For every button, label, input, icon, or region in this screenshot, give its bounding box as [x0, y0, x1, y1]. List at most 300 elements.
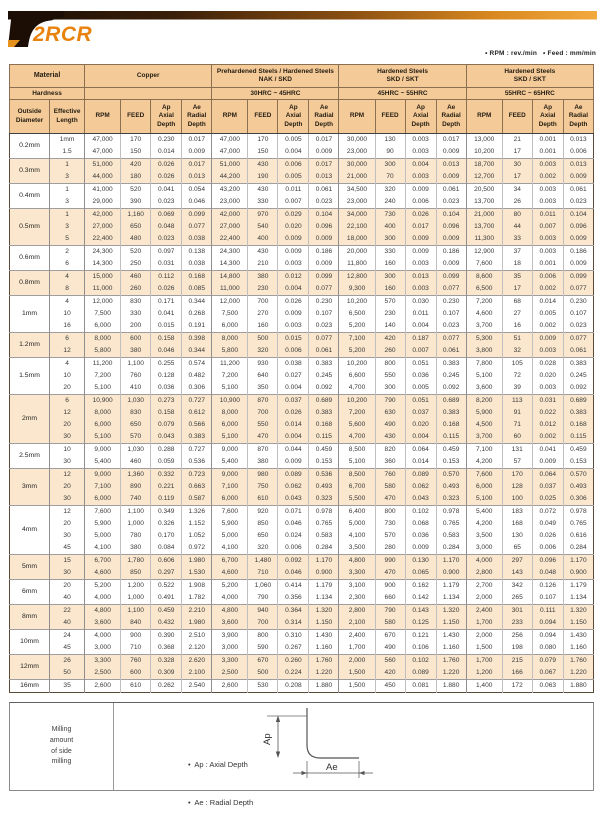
value-cell: 37	[502, 246, 532, 259]
value-cell: 0.583	[436, 530, 466, 542]
value-cell: 0.900	[563, 567, 593, 580]
value-cell: 570	[375, 530, 405, 542]
value-cell: 0.023	[309, 320, 339, 333]
value-cell: 6,600	[339, 370, 375, 382]
value-cell: 990	[375, 555, 405, 568]
outside-diameter-value: 0.3mm	[10, 159, 50, 184]
value-cell: 0.003	[532, 246, 563, 259]
value-cell: 420	[121, 159, 151, 172]
value-cell: 0.326	[151, 518, 182, 530]
value-cell: 6,400	[339, 506, 375, 519]
value-cell: 0.432	[151, 617, 182, 630]
value-cell: 0.023	[309, 196, 339, 209]
value-cell: 300	[375, 159, 405, 172]
value-cell: 0.026	[532, 530, 563, 542]
value-cell: 183	[502, 506, 532, 519]
spec-row	[10, 617, 594, 630]
value-cell: 0.051	[405, 395, 436, 408]
value-cell: 0.383	[436, 358, 466, 371]
value-cell: 2.540	[182, 680, 212, 693]
effective-length-value: 8	[50, 283, 85, 296]
effective-length-value: 40	[50, 592, 85, 605]
value-cell: 5,200	[339, 320, 375, 333]
effective-length-value: 4	[50, 296, 85, 309]
value-cell: 2.620	[182, 655, 212, 668]
value-cell: 0.015	[278, 333, 309, 346]
value-cell: 1.150	[436, 617, 466, 630]
value-cell: 130	[375, 134, 405, 147]
value-cell: 0.273	[151, 395, 182, 408]
effective-length-value: 4	[50, 271, 85, 284]
value-cell: 580	[375, 617, 405, 630]
value-cell: 8,000	[212, 407, 248, 419]
value-cell: 0.170	[151, 530, 182, 542]
value-cell: 0.007	[278, 196, 309, 209]
effective-length-value: 20	[50, 382, 85, 395]
value-cell: 11,200	[85, 358, 121, 371]
effective-length-value: 22	[50, 605, 85, 618]
spec-row	[10, 171, 594, 184]
value-cell: 23,000	[339, 146, 375, 159]
value-cell: 1.530	[182, 567, 212, 580]
value-cell: 870	[248, 444, 278, 457]
value-cell: 0.022	[532, 407, 563, 419]
value-cell: 5,900	[85, 518, 121, 530]
value-cell: 0.616	[563, 530, 593, 542]
workpiece-profile	[307, 708, 359, 758]
value-cell: 20,000	[339, 246, 375, 259]
value-cell: 0.128	[151, 370, 182, 382]
value-cell: 0.017	[182, 159, 212, 172]
outside-diameter-value: 12mm	[10, 655, 50, 680]
hardness-label: Hardness	[10, 88, 85, 100]
value-cell: 17	[502, 283, 532, 296]
value-cell: 57	[502, 456, 532, 469]
value-cell: 6,000	[212, 419, 248, 431]
value-cell: 710	[121, 642, 151, 655]
value-cell: 12,000	[212, 296, 248, 309]
value-cell: 0.107	[436, 308, 466, 320]
value-cell: 143	[502, 567, 532, 580]
effective-length-value: 50	[50, 667, 85, 680]
value-cell: 0.026	[278, 296, 309, 309]
value-cell: 33	[502, 233, 532, 246]
value-cell: 0.168	[563, 419, 593, 431]
value-cell: 0.689	[563, 395, 593, 408]
outside-diameter-value: 16mm	[10, 680, 50, 693]
outside-diameter-value: 4mm	[10, 506, 50, 555]
value-cell: 0.284	[563, 542, 593, 555]
brand-logo	[0, 0, 607, 55]
value-cell: 0.356	[278, 592, 309, 605]
value-cell: 90	[375, 146, 405, 159]
value-cell: 1,100	[121, 506, 151, 519]
value-cell: 16	[502, 320, 532, 333]
column-header-ap: Ap Axial Depth	[405, 100, 436, 134]
value-cell: 4,600	[466, 308, 502, 320]
column-header-rpm: RPM	[466, 100, 502, 134]
value-cell: 330	[248, 196, 278, 209]
value-cell: 0.072	[532, 506, 563, 519]
value-cell: 0.191	[182, 320, 212, 333]
value-cell: 21	[502, 134, 532, 147]
value-cell: 1,100	[121, 605, 151, 618]
value-cell: 5,800	[85, 345, 121, 358]
value-cell: 0.043	[405, 493, 436, 506]
value-cell: 0.011	[405, 308, 436, 320]
value-cell: 11,300	[466, 233, 502, 246]
value-cell: 1.320	[563, 605, 593, 618]
value-cell: 250	[121, 258, 151, 271]
spec-row	[10, 605, 594, 618]
value-cell: 1.179	[563, 580, 593, 593]
value-cell: 11,800	[339, 258, 375, 271]
hardness-copper	[85, 88, 212, 100]
value-cell: 0.009	[309, 233, 339, 246]
value-cell: 24,300	[212, 246, 248, 259]
value-cell: 5,000	[339, 518, 375, 530]
material-copper: Copper	[85, 65, 212, 88]
value-cell: 14,800	[212, 271, 248, 284]
value-cell: 22,400	[85, 233, 121, 246]
spec-row	[10, 580, 594, 593]
column-header-ap: Ap Axial Depth	[278, 100, 309, 134]
effective-length-value: 30	[50, 431, 85, 444]
value-cell: 0.612	[182, 407, 212, 419]
spec-row	[10, 555, 594, 568]
value-cell: 2,700	[466, 580, 502, 593]
value-cell: 30	[502, 159, 532, 172]
value-cell: 420	[375, 333, 405, 346]
value-cell: 4,700	[339, 382, 375, 395]
value-cell: 0.364	[278, 605, 309, 618]
value-cell: 0.723	[182, 469, 212, 482]
value-cell: 7,100	[85, 481, 121, 493]
value-cell: 0.046	[182, 196, 212, 209]
value-cell: 26	[502, 196, 532, 209]
value-cell: 6,700	[339, 481, 375, 493]
spec-row	[10, 655, 594, 668]
value-cell: 3,100	[339, 580, 375, 593]
value-cell: 5,400	[85, 456, 121, 469]
value-cell: 0.003	[532, 196, 563, 209]
value-cell: 5,100	[85, 431, 121, 444]
value-cell: 12,000	[85, 296, 121, 309]
value-cell: 710	[248, 567, 278, 580]
value-cell: 0.024	[278, 530, 309, 542]
value-cell: 0.026	[151, 159, 182, 172]
value-cell: 0.009	[563, 233, 593, 246]
value-cell: 0.099	[309, 271, 339, 284]
value-cell: 15,000	[85, 271, 121, 284]
value-cell: 22,100	[339, 221, 375, 233]
value-cell: 0.003	[405, 283, 436, 296]
value-cell: 0.112	[151, 271, 182, 284]
value-cell: 0.153	[436, 456, 466, 469]
value-cell: 0.115	[563, 431, 593, 444]
value-cell: 0.017	[309, 159, 339, 172]
value-cell: 170	[248, 134, 278, 147]
value-cell: 113	[502, 395, 532, 408]
value-cell: 0.094	[532, 617, 563, 630]
value-cell: 4,800	[339, 555, 375, 568]
value-cell: 0.003	[532, 159, 563, 172]
value-cell: 9,000	[85, 469, 121, 482]
value-cell: 0.067	[532, 667, 563, 680]
spec-table-body	[10, 134, 594, 693]
outside-diameter-value: 0.6mm	[10, 246, 50, 271]
value-cell: 18,000	[339, 233, 375, 246]
value-cell: 0.006	[278, 542, 309, 555]
value-cell: 10,900	[85, 395, 121, 408]
value-cell: 4,800	[212, 605, 248, 618]
value-cell: 0.493	[563, 481, 593, 493]
effective-length-value: 20	[50, 580, 85, 593]
spec-row	[10, 233, 594, 246]
value-cell: 0.162	[405, 580, 436, 593]
value-cell: 0.077	[309, 283, 339, 296]
value-cell: 0.306	[563, 493, 593, 506]
value-cell: 0.096	[532, 555, 563, 568]
column-header-ap: Ap Axial Depth	[532, 100, 563, 134]
spec-row	[10, 258, 594, 271]
value-cell: 0.006	[532, 542, 563, 555]
spec-row	[10, 146, 594, 159]
value-cell: 0.111	[532, 605, 563, 618]
value-cell: 44,200	[212, 171, 248, 184]
value-cell: 1,100	[121, 358, 151, 371]
value-cell: 520	[121, 246, 151, 259]
value-cell: 0.036	[151, 382, 182, 395]
value-cell: 1.908	[182, 580, 212, 593]
value-cell: 0.306	[182, 382, 212, 395]
diagram-ae-label: Ae	[326, 762, 338, 773]
spec-row	[10, 271, 594, 284]
value-cell: 0.048	[532, 567, 563, 580]
value-cell: 0.208	[278, 680, 309, 693]
value-cell: 0.064	[405, 444, 436, 457]
value-cell: 410	[121, 382, 151, 395]
value-cell: 3,800	[466, 345, 502, 358]
value-cell: 230	[375, 308, 405, 320]
value-cell: 0.017	[436, 134, 466, 147]
value-cell: 47,000	[85, 134, 121, 147]
value-cell: 0.020	[532, 370, 563, 382]
effective-length-value: 30	[50, 530, 85, 542]
value-cell: 0.689	[309, 395, 339, 408]
value-cell: 13,700	[466, 221, 502, 233]
value-cell: 10,900	[212, 395, 248, 408]
value-cell: 800	[375, 506, 405, 519]
diagram-ap-label: Ap	[262, 733, 273, 745]
value-cell: 520	[121, 184, 151, 197]
value-cell: 0.187	[405, 333, 436, 346]
value-cell: 14,300	[212, 258, 248, 271]
value-cell: 1,480	[248, 555, 278, 568]
value-cell: 0.009	[278, 308, 309, 320]
value-cell: 0.102	[405, 655, 436, 668]
spec-row	[10, 542, 594, 555]
value-cell: 0.765	[436, 518, 466, 530]
value-cell: 0.574	[182, 358, 212, 371]
value-cell: 0.061	[563, 184, 593, 197]
value-cell: 6,500	[466, 283, 502, 296]
value-cell: 750	[248, 481, 278, 493]
value-cell: 2,100	[339, 617, 375, 630]
value-cell: 0.061	[309, 184, 339, 197]
value-cell: 0.038	[278, 358, 309, 371]
value-cell: 0.107	[309, 308, 339, 320]
effective-length-value: 1	[50, 159, 85, 172]
value-cell: 0.009	[436, 171, 466, 184]
spec-row	[10, 345, 594, 358]
value-cell: 11,000	[212, 283, 248, 296]
effective-length-value: 3	[50, 196, 85, 209]
spec-row	[10, 680, 594, 693]
value-cell: 0.006	[278, 345, 309, 358]
value-cell: 23,000	[212, 196, 248, 209]
value-cell: 1,000	[121, 592, 151, 605]
effective-length-value: 24	[50, 630, 85, 643]
value-cell: 3,300	[339, 567, 375, 580]
value-cell: 1,700	[466, 655, 502, 668]
value-cell: 0.459	[151, 605, 182, 618]
value-cell: 360	[375, 456, 405, 469]
material-header-row	[10, 65, 594, 88]
depth-legend	[188, 733, 253, 835]
column-header-ae: Ae Radial Depth	[182, 100, 212, 134]
value-cell: 1,500	[339, 680, 375, 693]
value-cell: 5,200	[212, 580, 248, 593]
value-cell: 80	[502, 209, 532, 222]
outside-diameter-value: 5mm	[10, 555, 50, 580]
value-cell: 0.107	[563, 308, 593, 320]
value-cell: 2.120	[182, 642, 212, 655]
value-cell: 5,100	[466, 370, 502, 382]
column-header-rpm: RPM	[339, 100, 375, 134]
effective-length-value: 3	[50, 171, 85, 184]
value-cell: 1.220	[309, 667, 339, 680]
value-cell: 0.566	[182, 419, 212, 431]
effective-length-value: 40	[50, 617, 85, 630]
value-cell: 6,000	[212, 320, 248, 333]
value-cell: 0.009	[436, 258, 466, 271]
value-cell: 160	[375, 258, 405, 271]
value-cell: 105	[502, 358, 532, 371]
value-cell: 0.143	[405, 605, 436, 618]
value-cell: 0.043	[151, 431, 182, 444]
spec-row	[10, 134, 594, 147]
value-cell: 5,900	[466, 407, 502, 419]
value-cell: 11,200	[212, 358, 248, 371]
hardness-header-row	[10, 88, 594, 100]
effective-length-value: 12	[50, 506, 85, 519]
value-cell: 12,800	[339, 271, 375, 284]
value-cell: 0.004	[405, 320, 436, 333]
value-cell: 29,000	[85, 196, 121, 209]
value-cell: 70	[375, 171, 405, 184]
value-cell: 0.037	[278, 395, 309, 408]
value-cell: 0.493	[436, 481, 466, 493]
value-cell: 0.026	[151, 283, 182, 296]
value-cell: 9,000	[85, 444, 121, 457]
value-cell: 0.009	[309, 258, 339, 271]
effective-length-value: 5	[50, 233, 85, 246]
material-prehardened-steels: Prehardened Steels / Hardened Steels NAK / SKD	[212, 65, 339, 88]
value-cell: 270	[248, 308, 278, 320]
value-cell: 650	[121, 221, 151, 233]
logo-text: 2RCR	[33, 23, 93, 46]
value-cell: 300	[375, 233, 405, 246]
value-cell: 2,000	[339, 655, 375, 668]
value-cell: 7,100	[339, 333, 375, 346]
value-cell: 3,900	[212, 630, 248, 643]
value-cell: 0.038	[182, 233, 212, 246]
value-cell: 2,000	[466, 592, 502, 605]
effective-length-value: 20	[50, 419, 85, 431]
spec-row	[10, 642, 594, 655]
value-cell: 0.089	[405, 469, 436, 482]
value-cell: 0.011	[532, 209, 563, 222]
value-cell: 7,800	[466, 358, 502, 371]
value-cell: 2,600	[212, 680, 248, 693]
value-cell: 260	[375, 345, 405, 358]
value-cell: 7,100	[466, 444, 502, 457]
column-header-ae: Ae Radial Depth	[436, 100, 466, 134]
value-cell: 0.081	[405, 680, 436, 693]
value-cell: 18,700	[466, 159, 502, 172]
depth-diagram	[257, 703, 387, 789]
value-cell: 0.014	[278, 419, 309, 431]
column-header-feed: FEED	[502, 100, 532, 134]
value-cell: 0.900	[436, 567, 466, 580]
value-cell: 940	[248, 605, 278, 618]
spec-row	[10, 196, 594, 209]
spec-row	[10, 159, 594, 172]
value-cell: 4,100	[339, 530, 375, 542]
value-cell: 7,500	[212, 308, 248, 320]
value-cell: 0.014	[405, 456, 436, 469]
cutting-conditions-table	[9, 64, 594, 693]
value-cell: 4,600	[212, 567, 248, 580]
value-cell: 7,200	[212, 370, 248, 382]
value-cell: 0.332	[151, 469, 182, 482]
value-cell: 3,000	[212, 642, 248, 655]
value-cell: 0.009	[436, 146, 466, 159]
value-cell: 0.009	[405, 542, 436, 555]
value-cell: 7,600	[85, 506, 121, 519]
value-cell: 0.005	[278, 171, 309, 184]
value-cell: 4,500	[466, 419, 502, 431]
value-cell: 1.150	[309, 617, 339, 630]
value-cell: 470	[248, 431, 278, 444]
value-cell: 0.328	[151, 655, 182, 668]
value-cell: 0.096	[309, 221, 339, 233]
value-cell: 0.570	[563, 469, 593, 482]
value-cell: 2,800	[339, 605, 375, 618]
value-cell: 0.297	[151, 567, 182, 580]
spec-row	[10, 518, 594, 530]
side-milling-label: Milling amount of side milling	[10, 703, 114, 790]
value-cell: 280	[375, 542, 405, 555]
value-cell: 30,000	[339, 134, 375, 147]
value-cell: 0.168	[436, 419, 466, 431]
value-cell: 0.077	[563, 283, 593, 296]
value-cell: 3,300	[212, 655, 248, 668]
value-cell: 1.179	[309, 580, 339, 593]
value-cell: 1.782	[182, 592, 212, 605]
value-cell: 1,360	[121, 469, 151, 482]
